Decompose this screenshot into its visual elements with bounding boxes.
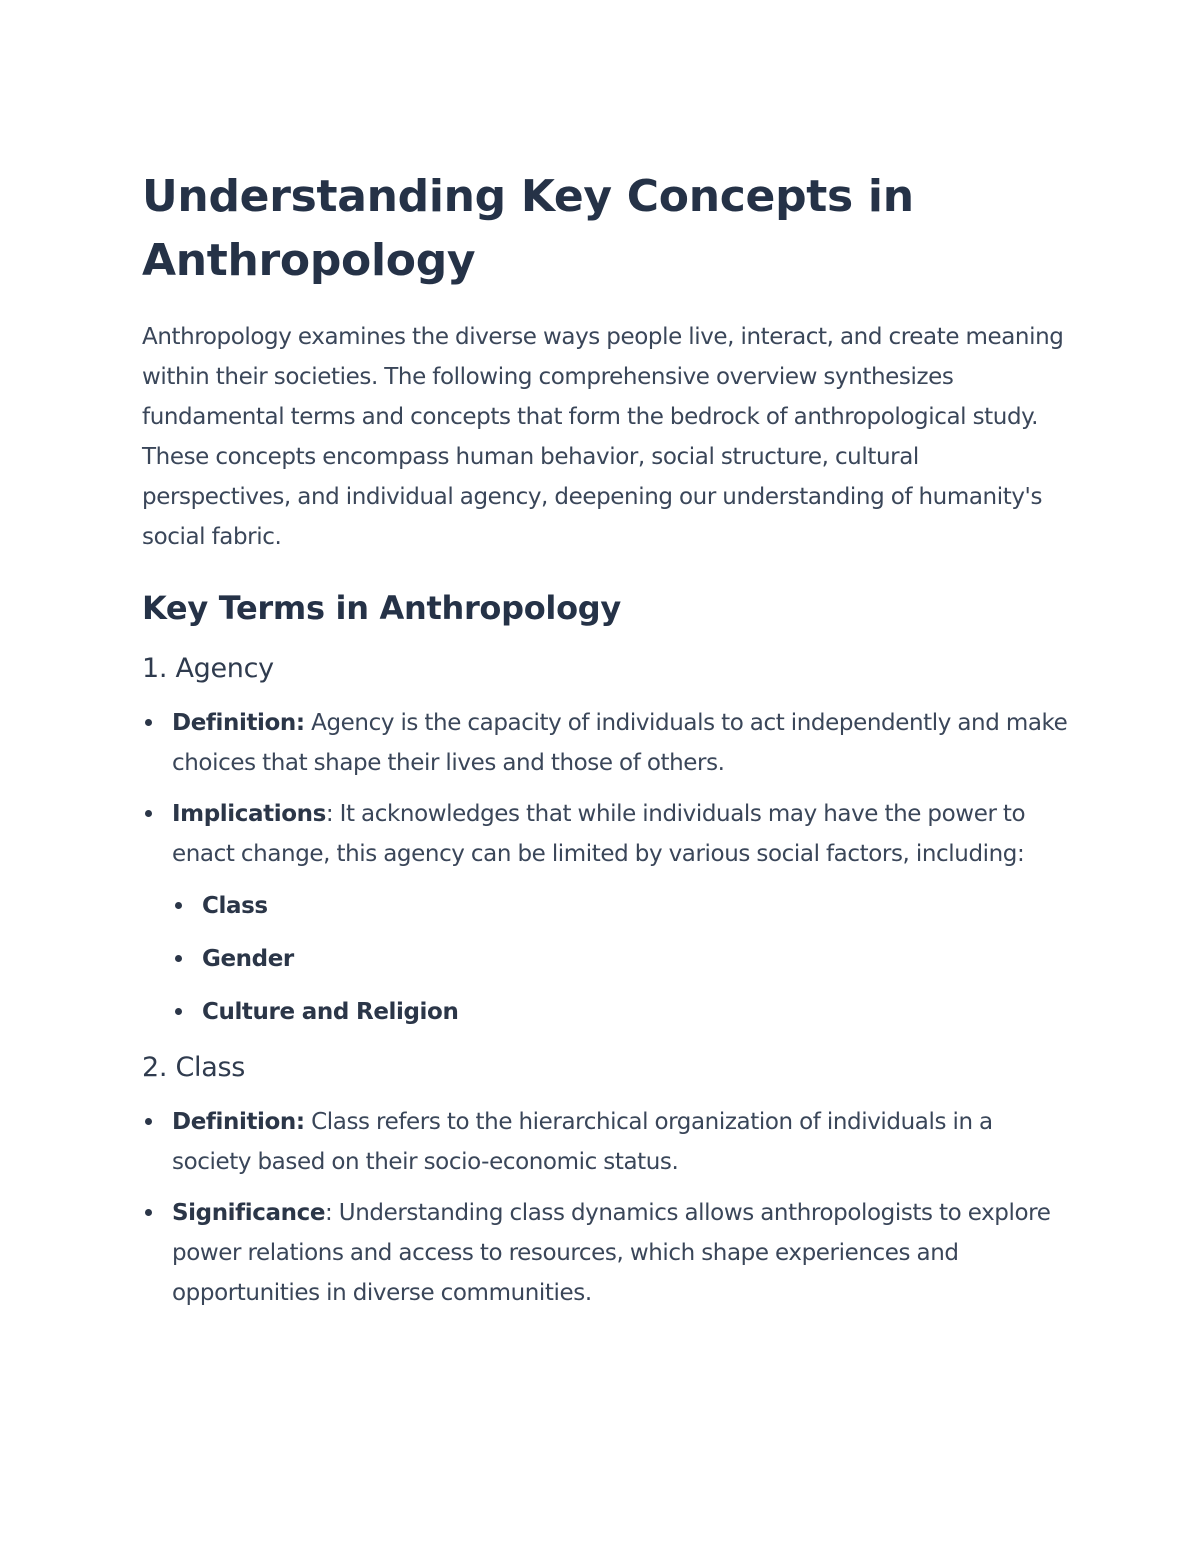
item-label: Significance: [172, 1200, 326, 1226]
item-text: Agency is the capacity of individuals to act independently and make choices that shape their lives and those of others.: [172, 710, 1068, 776]
document-page: [142, 165, 1072, 1324]
document-title: Understanding Key Concepts in Anthropology: [142, 171, 914, 286]
item-text: Class refers to the hierarchical organization of individuals in a society based on their socio-economic status.: [172, 1109, 993, 1175]
intro-paragraph: Anthropology examines the diverse ways people live, interact, and create meaning within their societies. The following comprehensive overview synthesizes fundamental terms and concepts that form the bedrock of anthropological study. These concepts encompass human behavior, social structure, cultural perspectives, and individual agency, deepening our understanding of humanity's social fabric.: [142, 324, 1064, 550]
bullet-icon: [145, 810, 152, 817]
item-label: Implications: [172, 801, 326, 827]
class-list: [142, 1102, 1072, 1313]
bullet-icon: [145, 719, 152, 726]
item-text: : It acknowledges that while individuals may have the power to enact change, this agency can be limited by various social factors, including:: [172, 801, 1026, 867]
sublist-item-label: Class: [202, 893, 268, 919]
item-text: : Understanding class dynamics allows anthropologists to explore power relations and access to resources, which shape experiences and opportunities in diverse communities.: [172, 1200, 1051, 1306]
bullet-icon: [145, 1209, 152, 1216]
item-label: Definition:: [172, 1109, 305, 1135]
list-item: [142, 1193, 1072, 1313]
term-heading-class: 2. Class: [142, 1052, 245, 1083]
list-item: [142, 794, 1072, 1032]
bullet-icon: [145, 1118, 152, 1125]
agency-list: [142, 703, 1072, 1032]
sublist-item-label: Culture and Religion: [202, 999, 459, 1025]
sublist-item: [172, 886, 1072, 926]
bullet-icon: [175, 955, 182, 962]
bullet-icon: [175, 902, 182, 909]
list-item: [142, 1102, 1072, 1182]
sublist-item-label: Gender: [202, 946, 294, 972]
section-heading: Key Terms in Anthropology: [142, 589, 621, 627]
factors-sublist: [172, 886, 1072, 1032]
item-label: Definition:: [172, 710, 305, 736]
sublist-item: [172, 992, 1072, 1032]
bullet-icon: [175, 1008, 182, 1015]
sublist-item: [172, 939, 1072, 979]
term-heading-agency: 1. Agency: [142, 653, 274, 684]
list-item: [142, 703, 1072, 783]
